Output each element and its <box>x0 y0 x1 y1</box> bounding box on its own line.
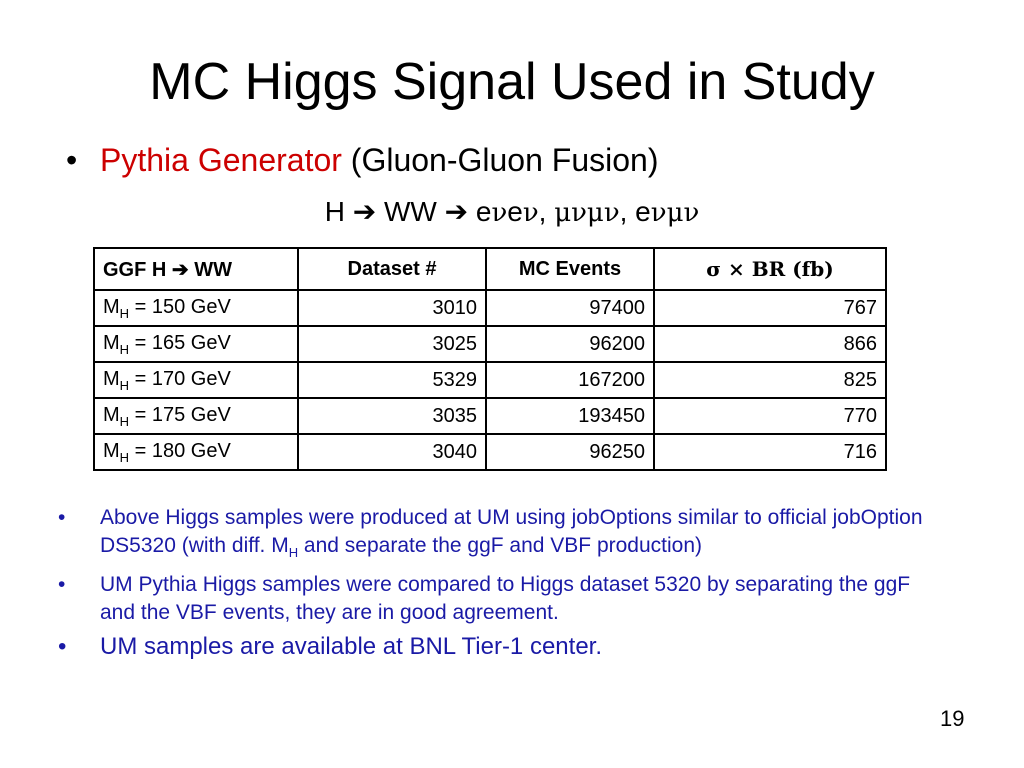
header-ggf: GGF H ➔ WW <box>94 248 298 290</box>
mass-label: $M_H = 170$ GeV <box>94 362 298 398</box>
cross-section: 770 <box>654 398 886 434</box>
note-marker: • <box>58 573 66 597</box>
table-row <box>94 434 886 470</box>
cross-section: 825 <box>654 362 886 398</box>
ww-symbol: WW <box>383 196 437 227</box>
dataset-number: 5329 <box>298 362 486 398</box>
note-production: • Above Higgs samples were produced at UM using jobOptions similar to official jobOption DS5320 (with diff. $M_H$ and separate the ggF and VBF production) <box>58 506 923 561</box>
table-row <box>94 290 886 326</box>
slide-title: MC Higgs Signal Used in Study <box>149 53 875 111</box>
header-mc-events: MC Events <box>486 248 654 290</box>
dataset-number: 3025 <box>298 326 486 362</box>
decay-channels: eνeν, μνμν, eνμν <box>475 196 700 228</box>
arrow-icon: ➔ <box>444 196 469 227</box>
dataset-number: 3040 <box>298 434 486 470</box>
cross-section: 716 <box>654 434 886 470</box>
header-dataset: Dataset # <box>298 248 486 290</box>
higgs-sample-table <box>93 247 887 471</box>
table-header-row <box>94 248 886 290</box>
higgs-symbol: H <box>324 196 345 227</box>
mass-label: $M_H = 150$ GeV <box>94 290 298 326</box>
pythia-generator-text: Pythia Generator <box>100 142 342 178</box>
note-marker: • <box>58 506 66 529</box>
mc-events: 167200 <box>486 362 654 398</box>
cross-section: 866 <box>654 326 886 362</box>
main-bullet <box>66 138 658 182</box>
mc-events: 96200 <box>486 326 654 362</box>
dataset-number: 3010 <box>298 290 486 326</box>
table-row <box>94 398 886 434</box>
decay-formula <box>0 194 1024 231</box>
mc-events: 193450 <box>486 398 654 434</box>
table-row <box>94 326 886 362</box>
bullet-marker: • <box>66 142 78 178</box>
cross-section: 767 <box>654 290 886 326</box>
mass-label: $M_H = 165$ GeV <box>94 326 298 362</box>
note-marker: • <box>58 633 67 661</box>
page-number: 19 <box>940 706 965 731</box>
table-row <box>94 362 886 398</box>
notes-list <box>58 504 938 667</box>
note-comparison: • UM Pythia Higgs samples were compared to Higgs dataset 5320 by separating the ggF and the VBF events, they are in good agreement. <box>58 573 911 625</box>
mass-label: $M_H = 180$ GeV <box>94 434 298 470</box>
dataset-number: 3035 <box>298 398 486 434</box>
note-availability: • UM samples are available at BNL Tier-1 center. <box>58 631 938 663</box>
mass-label: $M_H = 175$ GeV <box>94 398 298 434</box>
arrow-icon: ➔ <box>352 196 377 227</box>
gluon-fusion-text: (Gluon-Gluon Fusion) <box>350 142 659 178</box>
mc-events: 96250 <box>486 434 654 470</box>
mc-events: 97400 <box>486 290 654 326</box>
header-cross-section: σ × BR (fb) <box>654 248 886 290</box>
